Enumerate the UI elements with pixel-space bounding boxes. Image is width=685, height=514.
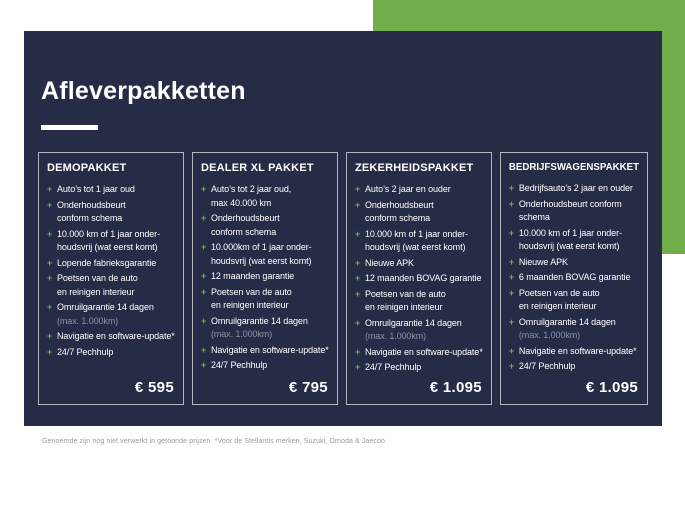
plus-icon: + <box>200 213 207 223</box>
package-title: BEDRIJFSWAGENSPAKKET <box>508 162 639 173</box>
plus-icon: + <box>200 315 207 326</box>
feature-item <box>355 346 483 360</box>
package-title: ZEKERHEIDSPAKKET <box>354 162 474 174</box>
feature-line: schema <box>518 212 550 222</box>
feature-text <box>365 317 483 344</box>
plus-icon: + <box>354 288 361 299</box>
package-price: € 1.095 <box>429 379 482 396</box>
feature-item <box>201 344 329 358</box>
feature-text <box>365 257 483 271</box>
feature-text <box>519 271 639 285</box>
feature-item <box>509 345 639 359</box>
plus-icon: + <box>508 345 515 356</box>
plus-icon: + <box>47 199 53 210</box>
feature-line: conform schema <box>210 226 277 237</box>
feature-line: en reinigen interieur <box>210 300 289 310</box>
feature-line: Auto’s tot 2 jaar oud, <box>210 184 292 194</box>
feature-text <box>57 199 175 226</box>
feature-item <box>47 346 175 360</box>
plus-icon: + <box>508 272 515 282</box>
feature-text <box>519 198 639 225</box>
feature-item <box>509 316 639 343</box>
feature-line: Navigatie en software-update* <box>57 331 175 341</box>
feature-line: Onderhoudsbeurt <box>364 199 434 210</box>
feature-line: en reinigen interieur <box>518 301 597 311</box>
title-underline <box>41 125 98 130</box>
feature-line: houdsvrij (wat eerst komt) <box>210 255 312 266</box>
feature-line: conform schema <box>364 213 431 223</box>
feature-text <box>211 315 329 342</box>
feature-line: Navigatie en software-update* <box>210 344 329 355</box>
feature-item <box>201 270 329 284</box>
feature-line: Omruilgarantie 14 dagen <box>364 317 462 328</box>
feature-line: (max. 1.000km) <box>364 331 427 341</box>
feature-text <box>519 360 639 374</box>
plus-icon: + <box>200 286 207 297</box>
feature-item <box>201 359 329 373</box>
feature-text <box>519 316 639 343</box>
feature-text <box>365 288 483 315</box>
feature-item <box>201 183 329 210</box>
plus-icon: + <box>508 316 515 327</box>
feature-line: (max. 1.000km) <box>210 329 273 339</box>
package-price: € 1.095 <box>585 379 638 396</box>
plus-icon: + <box>354 228 361 239</box>
feature-line: Omruilgarantie 14 dagen <box>210 315 308 326</box>
feature-text <box>57 228 175 255</box>
feature-line: 12 maanden BOVAG garantie <box>364 273 482 283</box>
plus-icon: + <box>354 346 361 357</box>
feature-line: Poetsen van de auto <box>364 288 446 299</box>
feature-item <box>509 182 639 196</box>
feature-line: en reinigen interieur <box>57 286 135 297</box>
feature-line: conform schema <box>57 213 123 223</box>
plus-icon: + <box>200 184 207 194</box>
feature-item <box>47 257 175 271</box>
feature-line: 10.000 km of 1 jaar onder- <box>57 228 160 239</box>
feature-item <box>201 212 329 239</box>
package-card <box>192 152 338 405</box>
feature-item <box>355 199 483 226</box>
package-card <box>500 152 648 405</box>
feature-line: Nieuwe APK <box>364 257 414 268</box>
feature-line: 10.000 km of 1 jaar onder- <box>364 228 468 239</box>
feature-line: Navigatie en software-update* <box>364 346 483 357</box>
plus-icon: + <box>508 198 515 209</box>
feature-item <box>201 286 329 313</box>
feature-line: Poetsen van de auto <box>210 286 292 297</box>
plus-icon: + <box>354 317 361 328</box>
feature-list <box>47 183 175 359</box>
feature-item <box>509 227 639 254</box>
feature-item <box>47 228 175 255</box>
plus-icon: + <box>200 271 207 281</box>
feature-line: Nieuwe APK <box>518 256 568 267</box>
feature-text <box>57 346 175 360</box>
feature-line: 10.000 km of 1 jaar onder- <box>518 227 622 238</box>
plus-icon: + <box>47 228 53 239</box>
plus-icon: + <box>47 184 53 194</box>
plus-icon: + <box>47 302 53 312</box>
feature-item <box>509 271 639 285</box>
feature-text <box>211 359 329 373</box>
package-card <box>38 152 184 405</box>
plus-icon: + <box>200 344 207 355</box>
plus-icon: + <box>354 362 361 372</box>
plus-icon: + <box>354 257 361 268</box>
feature-line: Bedrijfsauto’s 2 jaar en ouder <box>518 183 633 193</box>
feature-text <box>57 257 175 271</box>
package-price: € 595 <box>134 379 174 396</box>
feature-text <box>57 183 175 197</box>
feature-line: en reinigen interieur <box>364 302 443 312</box>
plus-icon: + <box>200 360 207 370</box>
feature-text <box>365 183 483 197</box>
feature-line: 24/7 Pechhulp <box>57 346 114 357</box>
feature-text <box>211 286 329 313</box>
plus-icon: + <box>47 331 53 341</box>
plus-icon: + <box>354 199 361 210</box>
package-title: DEMOPAKKET <box>47 162 127 174</box>
plus-icon: + <box>508 361 515 371</box>
plus-icon: + <box>200 242 207 252</box>
feature-line: 24/7 Pechhulp <box>518 361 576 371</box>
feature-text <box>519 227 639 254</box>
package-cards <box>38 152 648 405</box>
feature-item <box>509 360 639 374</box>
feature-item <box>47 183 175 197</box>
feature-text <box>365 199 483 226</box>
footnote: Genoemde zijn nog niet verwerkt in getoonde prijzen. *Voor de Stellantis merken, Suzuki, Omoda & Jaecoo. <box>42 438 388 445</box>
feature-text <box>57 301 175 328</box>
feature-item <box>355 257 483 271</box>
feature-item <box>201 241 329 268</box>
feature-item <box>355 317 483 344</box>
feature-line: Poetsen van de auto <box>57 273 138 283</box>
feature-text <box>519 182 639 196</box>
feature-line: Navigatie en software-update* <box>518 345 637 356</box>
feature-text <box>211 183 329 210</box>
feature-line: houdsvrij (wat eerst komt) <box>57 242 158 252</box>
feature-list <box>355 183 483 375</box>
feature-line: Lopende fabrieksgarantie <box>57 257 157 268</box>
plus-icon: + <box>354 273 361 283</box>
feature-text <box>365 272 483 286</box>
plus-icon: + <box>508 287 515 298</box>
feature-line: 12 maanden garantie <box>210 271 295 281</box>
feature-text <box>57 272 175 299</box>
feature-item <box>47 301 175 328</box>
feature-item <box>47 330 175 344</box>
feature-line: (max. 1.000km) <box>518 330 581 340</box>
feature-line: Auto’s tot 1 jaar oud <box>57 184 135 194</box>
feature-text <box>365 228 483 255</box>
feature-line: Onderhoudsbeurt <box>210 213 280 223</box>
feature-line: max 40.000 km <box>210 197 272 208</box>
feature-list <box>509 182 639 374</box>
feature-text <box>365 346 483 360</box>
feature-item <box>355 183 483 197</box>
feature-text <box>519 345 639 359</box>
feature-text <box>211 241 329 268</box>
feature-text <box>57 330 175 344</box>
package-price: € 795 <box>288 379 328 396</box>
feature-item <box>201 315 329 342</box>
page-title: Afleverpakketten <box>41 77 246 105</box>
feature-line: (max. 1.000km) <box>57 315 119 326</box>
feature-item <box>47 272 175 299</box>
feature-text <box>365 361 483 375</box>
feature-item <box>355 272 483 286</box>
feature-item <box>355 361 483 375</box>
feature-text <box>211 344 329 358</box>
feature-line: houdsvrij (wat eerst komt) <box>518 241 620 251</box>
feature-line: 6 maanden BOVAG garantie <box>518 272 631 282</box>
package-title: DEALER XL PAKKET <box>200 162 314 174</box>
feature-line: 24/7 Pechhulp <box>210 360 268 370</box>
feature-text <box>519 256 639 270</box>
feature-list <box>201 183 329 373</box>
main-panel <box>24 31 662 426</box>
feature-item <box>509 287 639 314</box>
feature-item <box>355 288 483 315</box>
feature-line: 10.000km of 1 jaar onder- <box>210 242 312 252</box>
plus-icon: + <box>508 256 515 267</box>
feature-line: Omruilgarantie 14 dagen <box>518 316 616 327</box>
feature-item <box>355 228 483 255</box>
feature-line: Onderhoudsbeurt <box>57 199 126 210</box>
plus-icon: + <box>508 183 515 193</box>
plus-icon: + <box>354 184 361 194</box>
feature-line: Poetsen van de auto <box>518 287 600 298</box>
feature-line: houdsvrij (wat eerst komt) <box>364 242 466 252</box>
plus-icon: + <box>47 273 53 283</box>
feature-text <box>211 212 329 239</box>
feature-line: Omruilgarantie 14 dagen <box>57 302 154 312</box>
feature-line: 24/7 Pechhulp <box>364 362 422 372</box>
feature-line: Auto’s 2 jaar en ouder <box>364 184 451 194</box>
plus-icon: + <box>47 257 53 268</box>
package-card <box>346 152 492 405</box>
feature-text <box>519 287 639 314</box>
feature-item <box>509 198 639 225</box>
feature-line: Onderhoudsbeurt conform <box>518 198 622 209</box>
plus-icon: + <box>47 346 53 357</box>
feature-item <box>509 256 639 270</box>
feature-text <box>211 270 329 284</box>
feature-item <box>47 199 175 226</box>
plus-icon: + <box>508 227 515 238</box>
